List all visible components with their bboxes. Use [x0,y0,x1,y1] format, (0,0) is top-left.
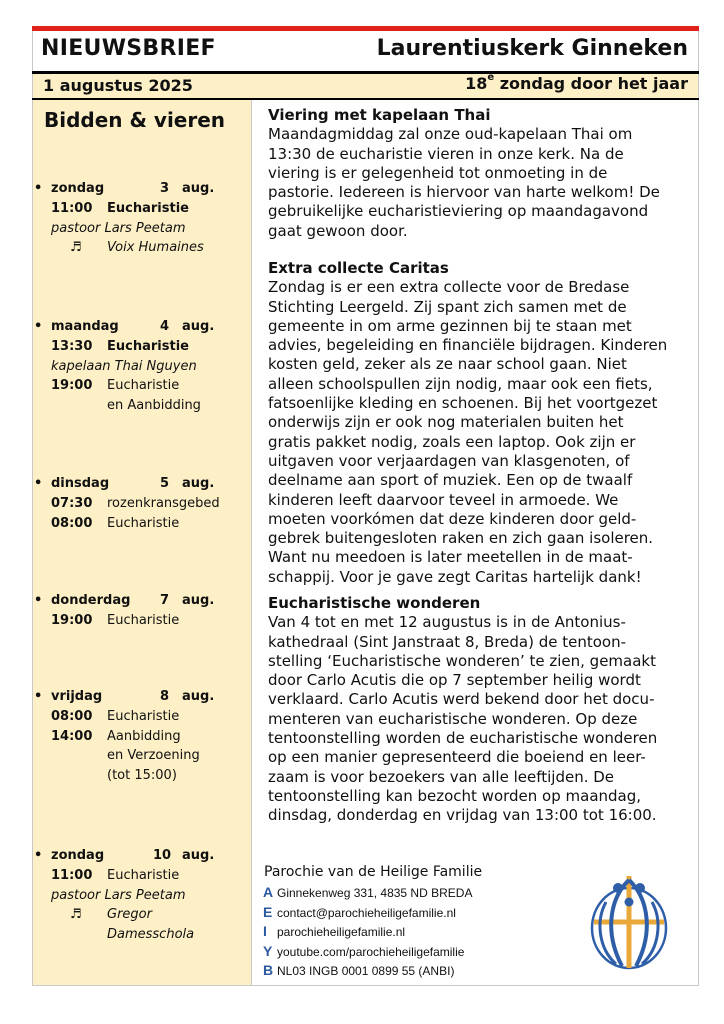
contact-line [263,884,472,900]
schedule-line [32,238,252,258]
schedule-day [32,179,252,258]
day-month: aug. [182,476,215,491]
service-time: 14:00 [51,728,93,744]
schedule-line [32,376,252,396]
service-time: 19:00 [51,613,93,628]
article-line: Maandagmiddag zal onze oud-kapelaan Thai om [268,125,633,144]
article-line: menteren van eucharistische wonderen. Op deze [268,709,638,728]
service-continuation: en Verzoening [107,748,200,763]
sunday-ordinal: e [487,72,495,83]
bullet-icon: • [34,593,43,608]
article-line: pastorie. Iedereen is hiervoor van harte welkom! De [268,183,660,202]
bullet-icon: • [34,181,43,196]
liturgical-sunday [465,74,688,93]
article-line: deelname aan sport of muziek. Een op de twaalf [268,471,633,490]
contact-value: parochieheiligefamilie.nl [277,925,406,939]
contact-key: Y [263,942,273,959]
service-time: 19:00 [51,378,93,393]
bullet-icon: • [34,476,43,491]
day-name: vrijdag [51,689,103,704]
service-time: 08:00 [51,709,93,724]
article-line: schappij. Voor je gave zegt Caritas hartelijk dank! [268,567,642,586]
article-line: dinsdag, donderdag en vrijdag van 13:00 tot 16:00. [268,806,657,825]
schedule-line [32,219,252,239]
schedule-line [32,514,252,534]
sunday-number: 18 [465,74,488,93]
article-line: viering is er gelegenheid tot onmoeting in de [268,163,608,182]
day-header [32,591,252,611]
article-line: kinderen leeft daarvoor teveel in armoede. We [268,490,619,509]
day-header [32,474,252,494]
schedule-line [32,337,252,357]
schedule-line [32,766,252,786]
day-month: aug. [182,593,215,608]
service-description: Eucharistie [107,339,189,354]
schedule-line [32,707,252,727]
service-description: Eucharistie [107,378,180,393]
music-note-icon: ♬ [70,240,82,255]
article-line: gemeente in om arme gezinnen bij te staan met [268,316,632,335]
service-description: Eucharistie [107,515,180,531]
service-time: 11:00 [51,201,93,216]
article-line: onderwijs zijn er ook nog materialen buiten het [268,413,624,432]
schedule-day [32,317,252,415]
day-number: 4 [160,319,170,334]
service-time: 13:30 [51,339,93,354]
church-name: Laurentiuskerk Ginneken [376,36,688,61]
sunday-text: zondag door het jaar [494,74,688,93]
bullet-icon: • [34,319,43,334]
day-number: 3 [160,181,170,196]
schedule-line [32,396,252,416]
article-line: stelling ‘Eucharistische wonderen’ te zien, gemaakt [268,651,657,670]
article [268,594,688,826]
contact-value: youtube.com/parochieheiligefamilie [277,944,465,959]
day-header [32,317,252,337]
article-title: Eucharistische wonderen [268,594,481,612]
parish-name: Parochie van de Heilige Familie [264,864,483,880]
celebrant: pastoor Lars Peetam [51,887,186,903]
article-line: gebruikelijke eucharistieviering op maandagavond [268,202,649,221]
schedule-line [32,866,252,886]
celebrant: pastoor Lars Peetam [51,220,186,236]
article-line: gebrek buitengesloten raken en zich gaan isoleren. [268,529,654,548]
day-header [32,846,252,866]
article-line: advies, begeleiding en financiële bijdragen. Kinderen [268,336,668,355]
service-continuation: (tot 15:00) [107,767,177,783]
newsletter-label: NIEUWSBRIEF [41,36,216,61]
schedule-day [32,591,252,631]
article-line: Want nu meedoen is later meetellen in de maat- [268,548,633,567]
issue-date: 1 augustus 2025 [43,76,193,95]
article-title: Extra collecte Caritas [268,259,449,277]
contact-key: A [263,884,274,900]
schedule-line [32,905,252,925]
subheader [32,74,699,98]
article-line: door Carlo Acutis die op 7 september heilig wordt [268,671,641,690]
day-number: 7 [160,593,170,608]
service-description: Eucharistie [107,709,180,724]
contact-value: Ginnekenweg 331, 4835 ND BREDA [277,886,473,900]
schedule-day [32,474,252,533]
schedule-title: Bidden & vieren [44,108,226,132]
day-name: donderdag [51,593,131,608]
day-month: aug. [182,319,215,334]
day-month: aug. [182,689,215,704]
contact-key: E [263,903,273,920]
article-line: alleen schoolspullen zijn nodig, maar ook een fiets, [268,374,653,393]
schedule-line [32,727,252,747]
article-line: Stichting Leergeld. Zij spant zich samen met de [268,297,627,316]
article-line: zaam is voor bezoekers van alle leeftijden. De [268,767,615,786]
schedule-line [32,746,252,766]
contact-value: NL03 INGB 0001 0899 55 (ANBI) [277,964,455,978]
day-header [32,179,252,199]
schedule-line [32,611,252,631]
parish-logo [588,872,670,972]
contact-line [263,943,464,959]
article [268,106,688,241]
day-header [32,687,252,707]
article-line: moeten voorkómen dat deze kinderen door geld- [268,509,637,528]
day-name: zondag [51,848,105,863]
choir-name: Gregor [107,907,152,922]
article-line: kosten geld, zeker als ze naar school gaan. Niet [268,355,627,374]
contact-key: B [263,962,274,978]
schedule-line [32,494,252,514]
contact-value: contact@parochieheiligefamilie.nl [277,905,456,920]
service-time: 11:00 [51,868,93,883]
schedule-day [32,687,252,785]
service-continuation: en Aanbidding [107,397,201,413]
schedule-line [32,886,252,906]
service-time: 07:30 [51,496,93,511]
schedule-line [32,357,252,377]
bullet-icon: • [34,689,43,704]
day-month: aug. [182,848,215,863]
service-continuation: Damesschola [107,926,195,942]
service-description: Eucharistie [107,613,180,628]
day-number: 10 [153,848,172,863]
article [268,259,688,587]
day-name: dinsdag [51,476,110,491]
choir-name: Voix Humaines [107,240,204,255]
article-line: Van 4 tot en met 12 augustus is in de Antonius- [268,613,626,632]
celebrant: kapelaan Thai Nguyen [51,358,197,374]
article-line: uitgaven voor verjaardagen van klasgenoten, of [268,451,630,470]
article-line: tentoonstelling kan bezocht worden op maandag, [268,786,642,805]
day-month: aug. [182,181,215,196]
day-number: 8 [160,689,170,704]
contact-line [263,923,405,939]
music-note-icon: ♬ [70,907,82,922]
service-time: 08:00 [51,515,93,531]
service-description: Aanbidding [107,728,181,744]
article-title: Viering met kapelaan Thai [268,106,491,124]
day-name: zondag [51,181,105,196]
schedule-line [32,925,252,945]
contact-key: I [263,923,267,939]
article-line: op een manier gepresenteerd die boeiend en leer- [268,748,646,767]
schedule-line [32,199,252,219]
article-line: gaat gewoon door. [268,221,408,240]
service-description: rozenkransgebed [107,496,220,511]
contact-line [263,962,454,978]
article-line: 13:30 de eucharistie vieren in onze kerk. Na de [268,144,624,163]
article-line: Zondag is er een extra collecte voor de Bredase [268,278,630,297]
article-line: verklaard. Carlo Acutis werd bekend door het docu- [268,690,655,709]
masthead [32,31,699,71]
article-line: kathedraal (Sint Janstraat 8, Breda) de tentoon- [268,632,627,651]
day-name: maandag [51,319,119,334]
article-line: gratis pakket nodig, zoals een laptop. Ook zijn er [268,432,636,451]
service-description: Eucharistie [107,201,189,216]
schedule-day [32,846,252,944]
bullet-icon: • [34,848,43,863]
day-number: 5 [160,476,170,491]
contact-line [263,904,456,920]
article-line: fatsoenlijke kleding en schoenen. Bij het voortgezet [268,394,658,413]
article-line: tentoonstelling worden de eucharistische wonderen [268,729,658,748]
service-description: Eucharistie [107,868,180,883]
